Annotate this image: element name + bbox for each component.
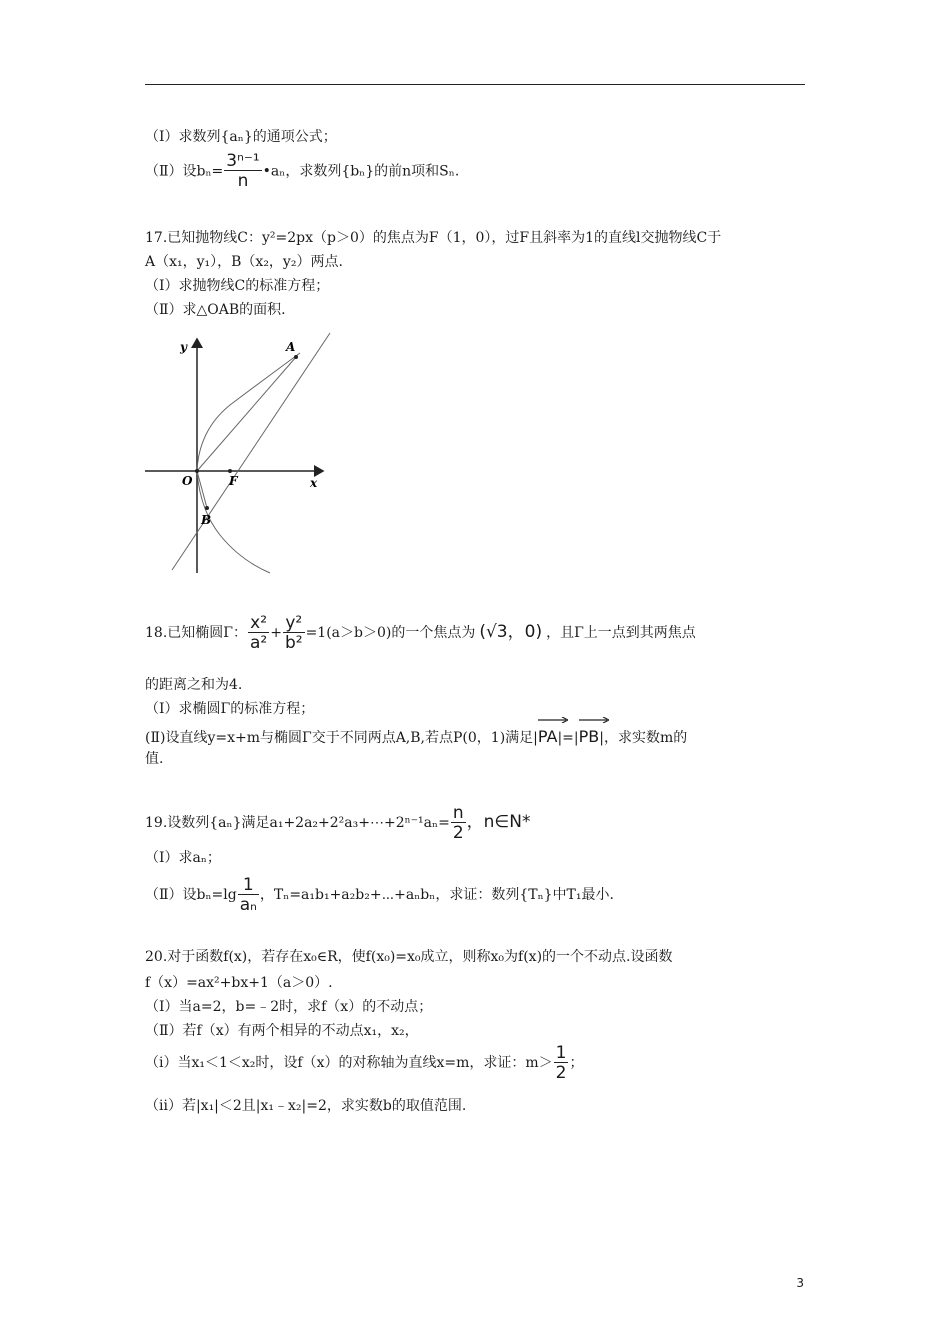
segment-OA <box>197 357 296 471</box>
q16-part1: （Ⅰ）求数列{aₙ}的通项公式； <box>145 129 337 145</box>
q20-stem-line1: 20.对于函数f(x)，若存在x₀∈R，使f(x₀)=x₀成立，则称x₀为f(x)的一个不动点.设函数 <box>145 949 673 965</box>
q20-sub1: （ⅰ）当x₁＜1＜x₂时，设f（x）的对称轴为直线x=m，求证：m＞ $\frac{1}{2}$ ； <box>145 1042 584 1083</box>
q19-part1: （Ⅰ）求aₙ； <box>145 850 221 866</box>
label-b: B <box>201 513 212 527</box>
label-a: A <box>286 340 296 354</box>
q18-part2: (Ⅱ)设直线y=x+m与椭圆Γ交于不同两点A,B,若点P(0，1)满足| PA|=| PB|，求实数m的 <box>145 723 687 748</box>
q16-part2: （Ⅱ）设bₙ= $\frac{\text{3ⁿ⁻¹}}{n}$ •aₙ，求数列{bₙ}的前n项和Sₙ. <box>145 151 460 191</box>
q20-stem-line2: f（x）=ax²+bx+1（a＞0）. <box>145 975 333 991</box>
line-l <box>172 333 330 570</box>
point-F <box>228 469 232 473</box>
q20-part2: （Ⅱ）若f（x）有两个相异的不动点x₁，x₂， <box>145 1023 419 1039</box>
page-number: 3 <box>796 1276 804 1290</box>
q19-part2: （Ⅱ）设bₙ=lg $\frac{1}{\text{aₙ}}$ ，Tₙ=a₁b₁+a₂b₂+⋯+aₙbₙ，求证：数列{Tₙ}中T₁最小. <box>145 874 614 915</box>
header-rule <box>145 84 805 85</box>
q18-part2-end: 值. <box>145 751 164 767</box>
q17-stem-line2: A（x₁，y₁），B（x₂，y₂）两点. <box>145 254 343 270</box>
parabola-figure <box>140 325 340 575</box>
q18-stem-line1: 18.已知椭圆Γ： $\frac{\text{x²}}{\text{a²}}$ + $\frac{\text{y²}}{\text{b²}}$ =1(a＞b＞0)的一个焦点为 (√3，0) ，且Γ上一点到其两焦点 <box>145 612 696 653</box>
point-O <box>195 469 199 473</box>
q17-stem-line1: 17.已知抛物线C：y²=2px（p＞0）的焦点为F（1，0），过F且斜率为1的直线l交抛物线C于 <box>145 230 722 246</box>
label-o: O <box>182 474 193 488</box>
q20-sub2: （ⅱ）若|x₁|＜2且|x₁﹣x₂|=2，求实数b的取值范围. <box>145 1098 467 1114</box>
label-x: x <box>310 476 318 490</box>
point-A <box>294 355 298 359</box>
parabola-curve <box>197 353 300 573</box>
point-B <box>205 506 209 510</box>
segment-OB <box>197 471 207 508</box>
label-y: y <box>180 340 187 354</box>
q18-part1: （Ⅰ）求椭圆Γ的标准方程； <box>145 701 315 717</box>
label-f: F <box>229 474 238 488</box>
q17-part1: （Ⅰ）求抛物线C的标准方程； <box>145 278 330 294</box>
q18-stem-line2: 的距离之和为4. <box>145 677 243 693</box>
q19-stem: 19.设数列{aₙ}满足a₁+2a₂+2²a₃+⋯+2ⁿ⁻¹aₙ= $\frac{n}{2}$ ，n∈N* <box>145 802 531 843</box>
q20-part1: （Ⅰ）当a=2，b=﹣2时，求f（x）的不动点； <box>145 999 433 1015</box>
q17-part2: （Ⅱ）求△OAB的面积. <box>145 302 286 318</box>
